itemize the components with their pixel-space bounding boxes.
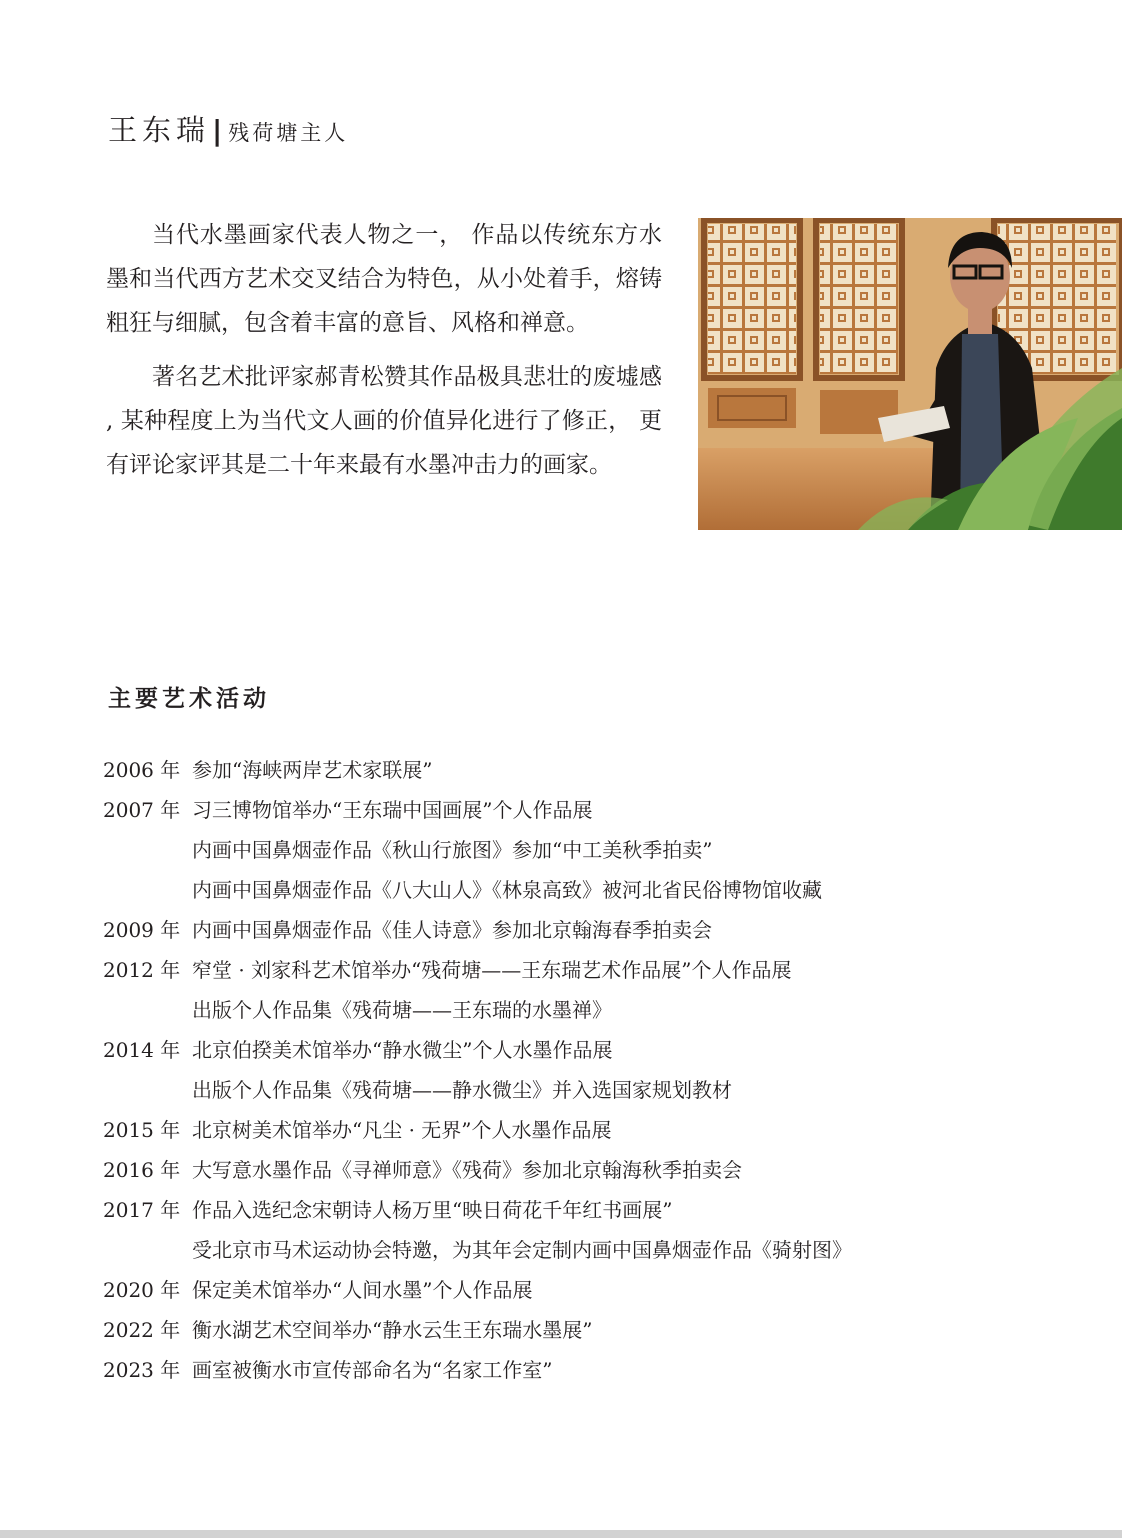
activity-row — [103, 830, 1103, 870]
bottom-bar — [0, 1530, 1122, 1538]
activity-text: 参加“海峡两岸艺术家联展” — [192, 758, 433, 782]
activity-row — [103, 1350, 1103, 1390]
intro-paragraph-1: 当代水墨画家代表人物之一， 作品以传统东方水墨和当代西方艺术交叉结合为特色，从小处着手，熔铸粗狂与细腻，包含着丰富的意旨、风格和禅意。 — [106, 222, 662, 336]
artist-subtitle: 残荷塘主人 — [228, 121, 349, 145]
activity-year — [103, 1230, 192, 1270]
activity-year: 2022 年 — [103, 1318, 181, 1342]
intro-text — [106, 213, 662, 497]
activity-year: 2014 年 — [103, 1038, 181, 1062]
activity-year: 2016 年 — [103, 1158, 181, 1182]
activity-text: 画室被衡水市宣传部命名为“名家工作室” — [192, 1358, 553, 1382]
activity-text: 出版个人作品集《残荷塘——静水微尘》并入选国家规划教材 — [192, 1078, 732, 1102]
activity-year — [103, 1070, 192, 1110]
activity-year: 2007 年 — [103, 798, 181, 822]
activity-row — [103, 910, 1103, 950]
activity-text: 北京伯揆美术馆举办“静水微尘”个人水墨作品展 — [192, 1038, 613, 1062]
activity-row — [103, 750, 1103, 790]
activity-year: 2015 年 — [103, 1118, 181, 1142]
activity-text: 出版个人作品集《残荷塘——王东瑞的水墨禅》 — [192, 998, 612, 1022]
activity-text: 习三博物馆举办“王东瑞中国画展”个人作品展 — [192, 798, 593, 822]
activities-list — [103, 750, 1103, 1390]
activity-text: 北京树美术馆举办“凡尘 · 无界”个人水墨作品展 — [192, 1118, 612, 1142]
activities-title: 主要艺术活动 — [108, 685, 270, 712]
activity-text: 内画中国鼻烟壶作品《八大山人》《林泉高致》被河北省民俗博物馆收藏 — [192, 878, 822, 902]
activity-row — [103, 870, 1103, 910]
activity-row — [103, 1230, 1103, 1270]
artist-name: 王东瑞 — [108, 113, 211, 147]
activity-text: 内画中国鼻烟壶作品《秋山行旅图》参加“中工美秋季拍卖” — [192, 838, 713, 862]
activity-text: 作品入选纪念宋朝诗人杨万里“映日荷花千年红书画展” — [192, 1198, 673, 1222]
activity-text: 内画中国鼻烟壶作品《佳人诗意》参加北京翰海春季拍卖会 — [192, 918, 712, 942]
activity-text: 大写意水墨作品《寻禅师意》《残荷》参加北京翰海秋季拍卖会 — [192, 1158, 742, 1182]
activity-text: 衡水湖艺术空间举办“静水云生王东瑞水墨展” — [192, 1318, 593, 1342]
activity-row — [103, 990, 1103, 1030]
activity-row — [103, 790, 1103, 830]
activity-row — [103, 1150, 1103, 1190]
activity-row — [103, 1070, 1103, 1110]
activity-row — [103, 1310, 1103, 1350]
activity-year — [103, 870, 192, 910]
activity-row — [103, 1190, 1103, 1230]
artist-photo — [698, 218, 1122, 530]
activity-text: 受北京市马术运动协会特邀，为其年会定制内画中国鼻烟壶作品《骑射图》 — [192, 1238, 852, 1262]
activity-year: 2012 年 — [103, 958, 181, 982]
activity-row — [103, 1030, 1103, 1070]
activity-row — [103, 1270, 1103, 1310]
activity-text: 窄堂 · 刘家科艺术馆举办“残荷塘——王东瑞艺术作品展”个人作品展 — [192, 958, 792, 982]
activity-year: 2020 年 — [103, 1278, 181, 1302]
artist-photo-illustration — [698, 218, 1122, 530]
activity-row — [103, 950, 1103, 990]
title-separator: | — [212, 114, 223, 147]
activity-row — [103, 1110, 1103, 1150]
intro-paragraph-2: 著名艺术批评家郝青松赞其作品极具悲壮的废墟感 , 某种程度上为当代文人画的价值异化进行了修正， 更有评论家评其是二十年来最有水墨冲击力的画家。 — [106, 364, 662, 478]
activity-year — [103, 830, 192, 870]
activity-year: 2023 年 — [103, 1358, 181, 1382]
activity-year: 2009 年 — [103, 918, 181, 942]
activity-text: 保定美术馆举办“人间水墨”个人作品展 — [192, 1278, 533, 1302]
activity-year — [103, 990, 192, 1030]
page-header — [108, 108, 348, 149]
activity-year: 2006 年 — [103, 758, 181, 782]
activity-year: 2017 年 — [103, 1198, 181, 1222]
